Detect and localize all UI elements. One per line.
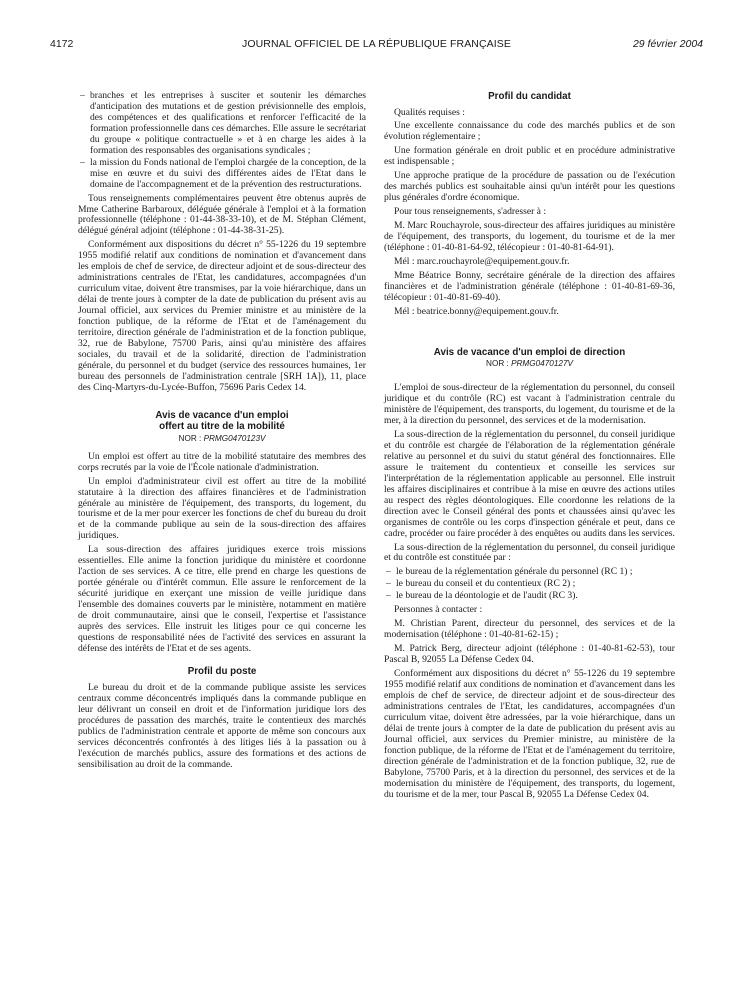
contact-paragraph: Mme Béatrice Bonny, secrétaire générale de la direction des affaires financières et de l'administration générale (téléphone : 01-40-81-69-36, télécopieur : 01-40-81-69-40). xyxy=(384,269,675,303)
nor-label: NOR : xyxy=(486,359,512,369)
journal-title: JOURNAL OFFICIEL DE LA RÉPUBLIQUE FRANÇAISE xyxy=(242,38,511,50)
left-column xyxy=(78,91,366,774)
avis-direction-paragraph: La sous-direction de la réglementation du personnel, du conseil juridique et du contrôle est constituée par : xyxy=(384,541,675,564)
avis-direction-title: Avis de vacance d'un emploi de direction xyxy=(433,346,626,358)
contact-paragraph: M. Marc Rouchayrole, sous-directeur des affaires juridiques au ministère de l'équipement, des transports, du logement, du tourisme et de la mer (téléphone : 01-40-81-64-92, télécopieur : 01-40-81-64-91). xyxy=(384,220,675,253)
renseignements-paragraph: Tous renseignements complémentaires peuvent être obtenus auprès de Mme Catherine Barbaroux, déléguée générale à l'emploi et à la formation professionnelle (téléphone : 01-44-38-33-10), et de M. Stéphan Clément, délégué général adjoint (téléphone : 01-44-38-31-25). xyxy=(78,192,366,237)
conformement-paragraph: Conformément aux dispositions du décret n° 55-1226 du 19 septembre 1955 modifié relatif aux conditions de nomination et d'avancement dans les emplois de chef de service, de directeur adjoint et de sous-directeur des administrations centrales de l'Etat, les candidatures, accompagnées d'un curriculum vitae, doivent être adressées, par la voie hiérarchique, dans un délai de trente jours à compter de la date de publication du présent avis au Journal officiel, aux services du Premier ministre, au ministère de la fonction publique, de la réforme de l'Etat et de l'aménagement du territoire, direction générale de l'administration et de la fonction publique, 32, rue de Babylone, 75700 Paris, et à la direction du personnel, des services et de la modernisation du ministère de l'équipement, des transports, du logement, du tourisme et de la mer, tour Pascal B, 92055 La Défense Cedex 04. xyxy=(384,668,675,800)
bureau-item: – le bureau de la réglementation générale du personnel (RC 1) ; xyxy=(384,567,675,578)
avis-mobilite-title-1: Avis de vacance d'un emploi xyxy=(155,409,289,421)
bureau-item: – le bureau de la déontologie et de l'audit (RC 3). xyxy=(384,591,675,602)
nor-reference xyxy=(78,434,366,445)
avis-mobilite-paragraph: Un emploi est offert au titre de la mobilité statutaire des membres des corps recrutés par la voie de l'École nationale d'administration. xyxy=(78,450,366,473)
contact-intro: Pour tous renseignements, s'adresser à : xyxy=(394,206,546,218)
qualite-item: Une formation générale en droit public et en procédure administrative est indispensable ; xyxy=(384,145,675,168)
issue-date: 29 février 2004 xyxy=(632,38,703,50)
contact-paragraph: M. Patrick Berg, directeur adjoint (téléphone : 01-40-81-62-53), tour Pascal B, 92055 La Défense Cedex 04. xyxy=(384,643,675,666)
nor-code: PRMG0470123V xyxy=(203,433,266,443)
nor-code: PRMG0470127V xyxy=(511,359,573,369)
nor-reference xyxy=(384,359,675,370)
contacter-label: Personnes à contacter : xyxy=(394,604,483,616)
qualite-item: Une excellente connaissance du code des marchés publics et de son évolution réglementaire ; xyxy=(384,120,675,143)
bureau-item: – le bureau du conseil et du contentieux (RC 2) ; xyxy=(384,579,675,590)
bureaux-list xyxy=(384,567,675,602)
nor-label: NOR : xyxy=(178,433,204,443)
avis-direction-paragraph: L'emploi de sous-directeur de la réglementation du personnel, du conseil juridique et du contrôle (RC) est vacant à l'administration centrale du ministère de l'équipement, des transports, du logement, du tourisme et de la mer, à la direction du personnel, des services et de la modernisation. xyxy=(384,382,675,427)
avis-direction-paragraph: La sous-direction de la réglementation du personnel, du conseil juridique et du contrôle est chargée de l'élaboration de la réglementation générale relative au personnel et du suivi du statut général des fonctionnaires. Elle assure le traitement du contentieux et conseille les services sur l'interprétation de la réglementation applicable au personnel. Elle instruit les affaires disciplinaires et contribue à la mise en œuvre des actions utiles au respect des règles déontologiques. Elle coordonne les relations de la direction avec le Conseil général des ponts et chaussées ainsi qu'avec les organismes de contrôle ou les corps d'inspection générale et peut, dans ce cadre, procéder ou faire procéder à des enquêtes ou audits dans les services. xyxy=(384,428,675,539)
profil-poste-title: Profil du poste xyxy=(187,665,257,677)
contact-email: Mél : marc.rouchayrole@equipement.gouv.fr. xyxy=(394,255,570,267)
avis-mobilite-paragraph: Un emploi d'administrateur civil est offert au titre de la mobilité statutaire à la direction des affaires financières et de l'administration générale au ministère de l'équipement, des transports, du logement, du tourisme et de la mer pour exercer les fonctions de chef du bureau du droit et de la commande publique au sein de la sous-direction des affaires juridiques. xyxy=(78,475,366,542)
qualite-item: Une approche pratique de la procédure de passation ou de l'exécution des marchés publics est souhaitable ainsi qu'un intérêt pour les questions plus générales d'ordre économique. xyxy=(384,170,675,204)
missions-list xyxy=(78,91,366,191)
contact-paragraph: M. Christian Parent, directeur du personnel, des services et de la modernisation (téléphone : 01-40-81-62-15) ; xyxy=(384,618,675,641)
conformement-paragraph: Conformément aux dispositions du décret n° 55-1226 du 19 septembre 1955 modifié relatif aux conditions de nomination et d'avancement dans les emplois de chef de service, de directeur adjoint et de sous-directeur des administrations centrales de l'Etat, les candidatures, accompagnées d'un curriculum vitae, doivent être transmises, par la voie hiérarchique, dans un délai de trente jours à compter de la date de publication du présent avis au Journal officiel, aux services du Premier ministre et au ministère de la fonction publique, de la réforme de l'Etat et de l'aménagement du territoire, direction générale de l'administration et de la fonction publique, 32, rue de Babylone, 75700 Paris, ainsi qu'au ministère des affaires sociales, du travail et de la solidarité, direction de l'administration générale, du personnel et du budget (service des ressources humaines, 1er bureau des personnels de l'administration centrale [SRH 1A]), 11, place des Cinq-Martyrs-du-Lycée-Buffon, 75696 Paris Cedex 14. xyxy=(78,239,366,393)
mission-item: – la mission du Fonds national de l'emploi chargée de la conception, de la mise en œuvre et du suivi des différentes aides de l'Etat dans le domaine de l'accompagnement et de la prévention des restructurations. xyxy=(78,158,366,191)
profil-candidat-title: Profil du candidat xyxy=(488,91,571,102)
profil-poste-paragraph: Le bureau du droit et de la commande publique assiste les services centraux comme déconcentrés impliqués dans la commande publique en leur délivrant un conseil en droit et de l'information juridique lors des procédures de passation des marchés, traite le contentieux des marchés publics de l'administration centrale et apporte de même son concours aux services déconcentrés confrontés à des litiges liés à la passation ou à l'exécution de marchés publics, assure des formations et des actions de sensibilisation au droit de la commande. xyxy=(78,682,366,771)
contact-email: Mél : beatrice.bonny@equipement.gouv.fr. xyxy=(394,305,559,317)
page-header xyxy=(50,38,703,52)
mission-item: – branches et les entreprises à susciter et soutenir les démarches d'anticipation des mutations et de gestion prévisionnelle des emplois, des compétences et des qualifications et renforcer l'efficacité de la formation professionnelle dans ces démarches. Elle assure le secrétariat du groupe « politique contractuelle » et à en charge les aides à la formation des responsables des organisations syndicales ; xyxy=(78,91,366,157)
avis-mobilite-paragraph: La sous-direction des affaires juridiques exerce trois missions essentielles. Elle anime la fonction juridique du ministère et coordonne l'action de ses services. A ce titre, elle prend en charge les questions de portée générale ou d'intérêt commun. Elle assure le renforcement de la sécurité juridique en exerçant une mission de veille juridique dans l'ensemble des domaines couverts par le ministère, notamment en matière de droit communautaire, ainsi que le conseil, l'expertise et l'assistance auprès des services. Elle instruit les litiges pour ce qui concerne les questions de responsabilité nées de l'activité des services en assurant la défense des intérêts de l'Etat et de ses agents. xyxy=(78,544,366,654)
avis-mobilite-title-2: offert au titre de la mobilité xyxy=(159,421,285,433)
right-column xyxy=(384,91,675,803)
page-number: 4172 xyxy=(50,38,74,50)
qualites-label: Qualités requises : xyxy=(394,106,465,118)
